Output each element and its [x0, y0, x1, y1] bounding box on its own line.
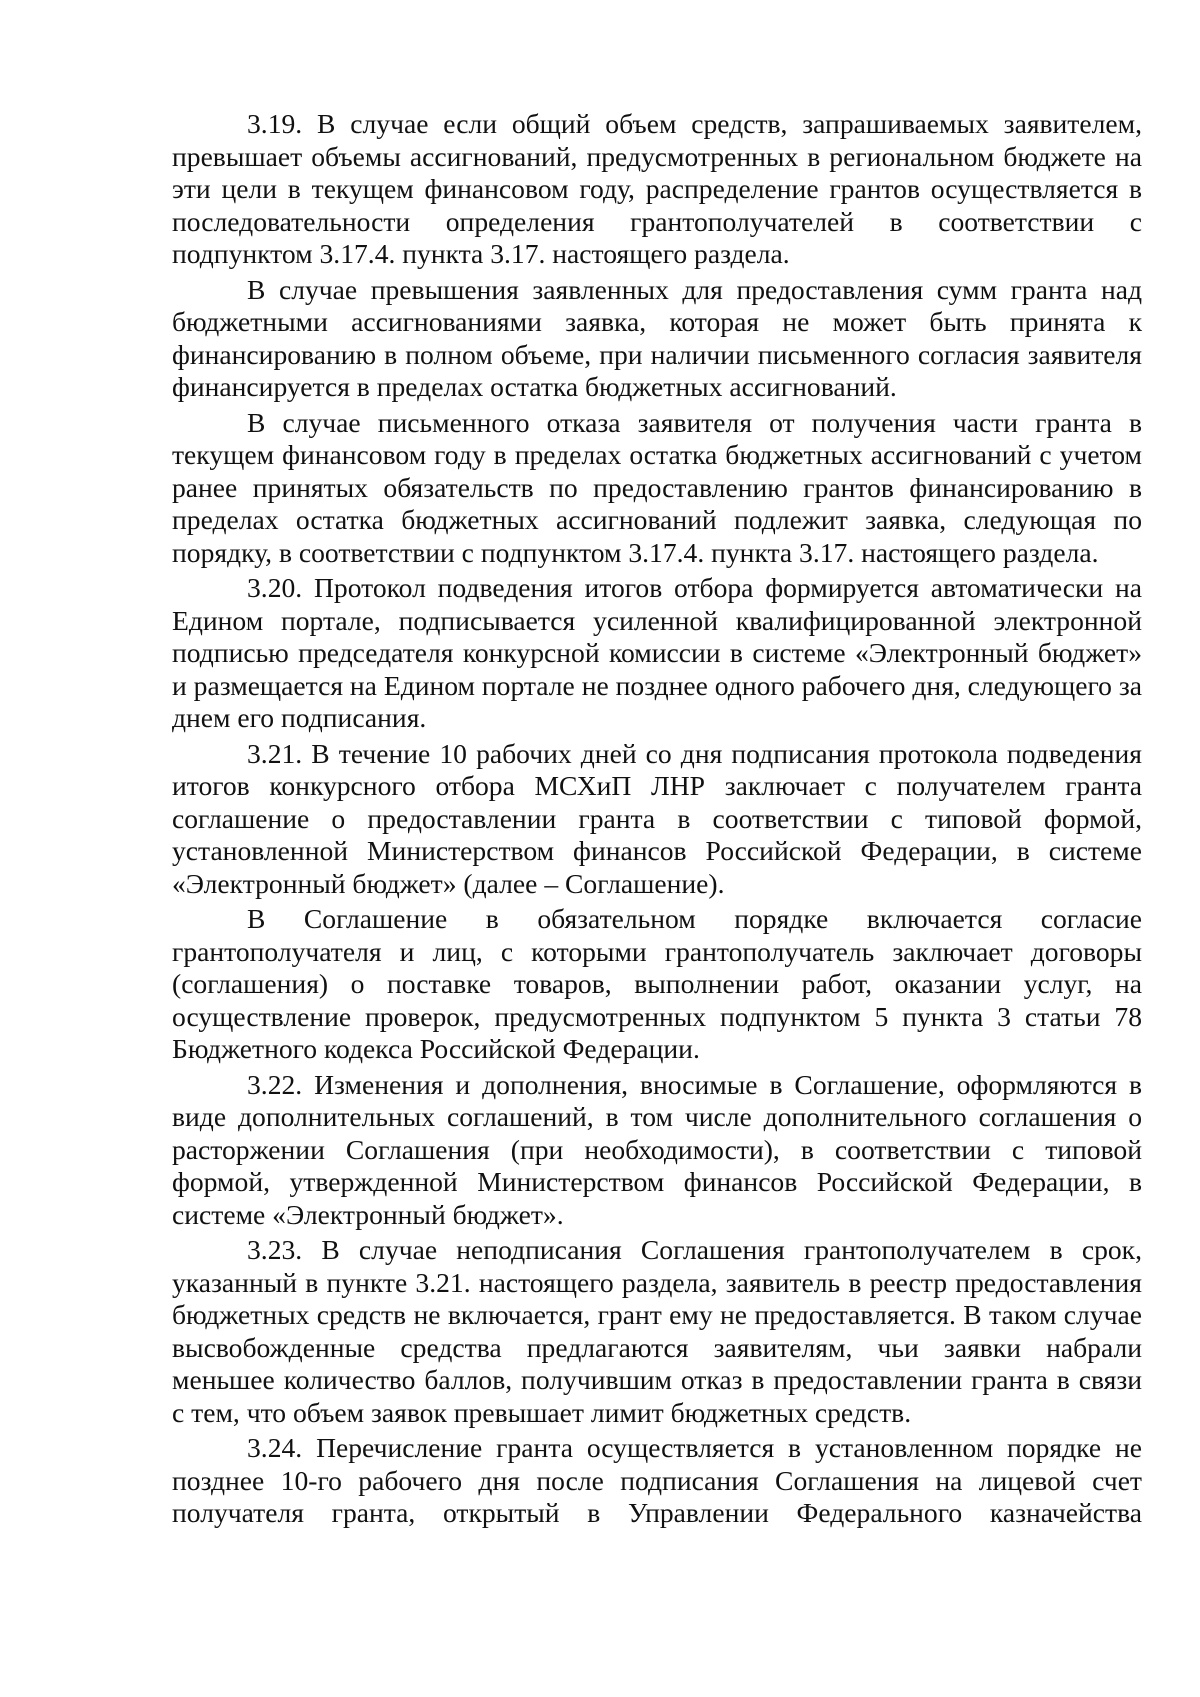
paragraph-3-20: 3.20. Протокол подведения итогов отбора формируется автоматически на Едином портале, подписывается усиленной квалифицированной электронной подписью председателя конкурсной комиссии в системе «Электронный бюджет» и размещается на Едином портале не позднее одного рабочего дня, следующего за днем его подписания.	[172, 572, 1142, 733]
paragraph-3-21: 3.21. В течение 10 рабочих дней со дня подписания протокола подведения итогов конкурсного отбора МСХиП ЛНР заключает с получателем гранта соглашение о предоставлении гранта в соответствии с типовой формой, установленной Министерством финансов Российской Федерации, в системе «Электронный бюджет» (далее – Соглашение).	[172, 737, 1142, 899]
document-page	[172, 108, 1142, 1533]
paragraph-3-22: 3.22. Изменения и дополнения, вносимые в Соглашение, оформляются в виде дополнительных соглашений, в том числе дополнительного соглашения о расторжении Соглашения (при необходимости), в соответствии с типовой формой, утвержденной Министерством финансов Российской Федерации, в системе «Электронный бюджет».	[172, 1068, 1142, 1230]
paragraph-3-19: 3.19. В случае если общий объем средств, запрашиваемых заявителем, превышает объемы ассигнований, предусмотренных в региональном бюджете на эти цели в текущем финансовом году, распределение грантов осуществляется в последовательности определения грантополучателей в соответствии с подпунктом 3.17.4. пункта 3.17. настоящего раздела.	[172, 108, 1142, 269]
paragraph-budget-excess: В случае превышения заявленных для предоставления сумм гранта над бюджетными ассигнованиями заявка, которая не может быть принята к финансированию в полном объеме, при наличии письменного согласия заявителя финансируется в пределах остатка бюджетных ассигнований.	[172, 273, 1142, 402]
paragraph-agreement-consent: В Соглашение в обязательном порядке включается согласие грантополучателя и лиц, с которыми грантополучатель заключает договоры (соглашения) о поставке товаров, выполнении работ, оказании услуг, на осуществление проверок, предусмотренных подпунктом 5 пункта 3 статьи 78 Бюджетного кодекса Российской Федерации.	[172, 903, 1142, 1064]
paragraph-3-23: 3.23. В случае неподписания Соглашения грантополучателем в срок, указанный в пункте 3.21. настоящего раздела, заявитель в реестр предоставления бюджетных средств не включается, грант ему не предоставляется. В таком случае высвобожденные средства предлагаются заявителям, чьи заявки набрали меньшее количество баллов, получившим отказ в предоставлении гранта в связи с тем, что объем заявок превышает лимит бюджетных средств.	[172, 1234, 1142, 1428]
paragraph-written-refusal: В случае письменного отказа заявителя от получения части гранта в текущем финансовом году в пределах остатка бюджетных ассигнований с учетом ранее принятых обязательств по предоставлению грантов финансированию в пределах остатка бюджетных ассигнований подлежит заявка, следующая по порядку, в соответствии с подпунктом 3.17.4. пункта 3.17. настоящего раздела.	[172, 406, 1142, 568]
paragraph-3-24: 3.24. Перечисление гранта осуществляется в установленном порядке не позднее 10-го рабочего дня после подписания Соглашения на лицевой счет получателя гранта, открытый в Управлении Федерального казначейства	[172, 1432, 1142, 1528]
